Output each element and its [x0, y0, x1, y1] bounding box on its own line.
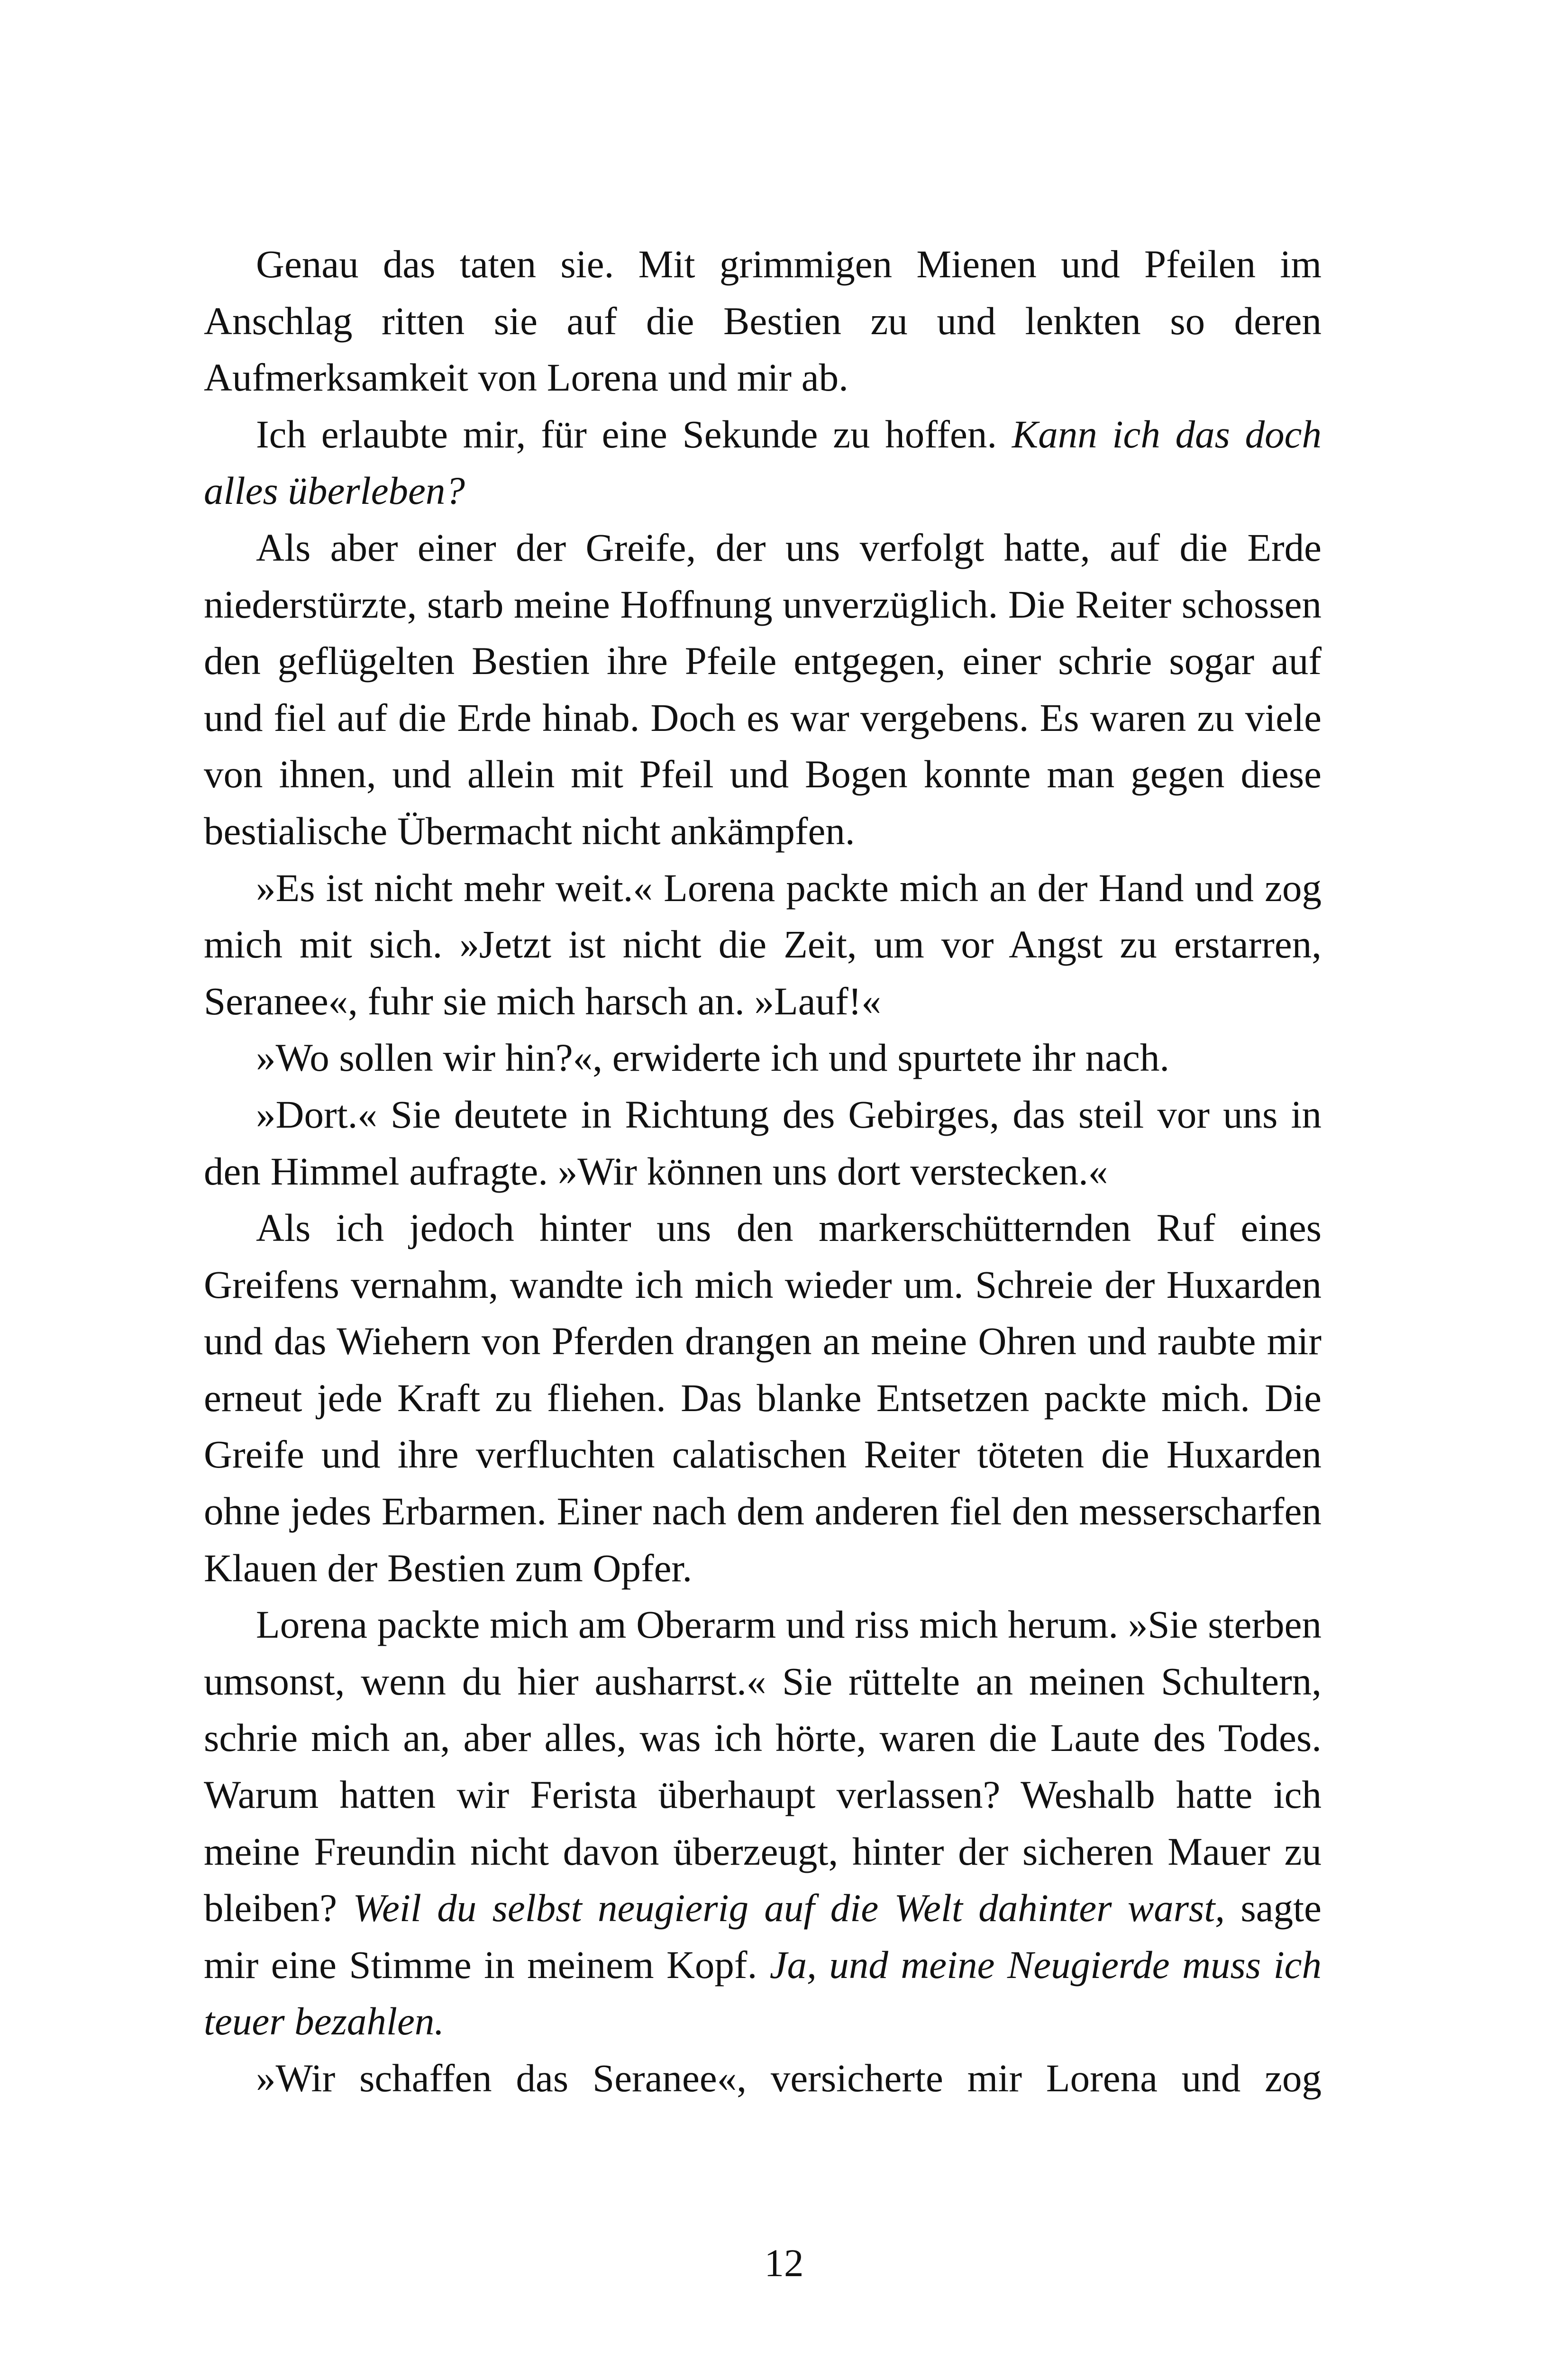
text-segment: sagte mir eine Stimme in meinem Kopf.: [204, 1886, 1322, 1987]
text-segment: Als ich jedoch hinter uns den markerschütternden Ruf eines Greifens vernahm, wandte ich mich wieder um. Schreie der Huxarden und das Wiehern von Pferden drangen an meine Ohren und raubte mir erneut jede Kraft zu fliehen. Das blanke Entsetzen packte mich. Die Greife und ihre verfluchten calatischen Reiter töteten die Huxarden ohne jedes Erbarmen. Einer nach dem anderen fiel den messerscharfen Klauen der Bestien zum Opfer.: [204, 1206, 1322, 1590]
paragraph: [204, 2050, 1322, 2107]
paragraph: [204, 860, 1322, 1030]
italic-thought: Weil du selbst neugierig auf die Welt dahinter warst,: [353, 1886, 1225, 1930]
text-segment: Genau das taten sie. Mit grimmigen Mienen und Pfeilen im Anschlag ritten sie auf die Bestien zu und lenkten so deren Aufmerksamkeit von Lorena und mir ab.: [204, 242, 1322, 400]
italic-thought: Kann ich das doch alles überleben?: [204, 412, 1322, 513]
text-segment: »Wo sollen wir hin?«, erwiderte ich und spurtete ihr nach.: [256, 1036, 1170, 1080]
paragraph: [204, 1030, 1322, 1086]
body-text: [204, 236, 1322, 2107]
paragraph: [204, 236, 1322, 406]
page-number: 12: [764, 2241, 804, 2285]
paragraph: [204, 1596, 1322, 2050]
paragraph: [204, 1200, 1322, 1596]
text-segment: »Dort.« Sie deutete in Richtung des Gebirges, das steil vor uns in den Himmel aufragte. »Wir können uns dort verstecken.«: [204, 1092, 1322, 1193]
text-segment: Lorena packte mich am Oberarm und riss mich herum. »Sie sterben umsonst, wenn du hier ausharrst.« Sie rüttelte an meinen Schultern, schrie mich an, aber alles, was ich hörte, waren die Laute des Todes. Warum hatten wir Ferista überhaupt verlassen? Weshalb hatte ich meine Freundin nicht davon überzeugt, hinter der sicheren Mauer zu bleiben?: [204, 1603, 1322, 1930]
text-segment: »Es ist nicht mehr weit.« Lorena packte mich an der Hand und zog mich mit sich. »Jetzt ist nicht die Zeit, um vor Angst zu erstarren, Seranee«, fuhr sie mich harsch an. »Lauf!«: [204, 866, 1322, 1023]
text-segment: Als aber einer der Greife, der uns verfolgt hatte, auf die Erde niederstürzte, starb meine Hoffnung unverzüglich. Die Reiter schossen den geflügelten Bestien ihre Pfeile entgegen, einer schrie sogar auf und fiel auf die Erde hinab. Doch es war vergebens. Es waren zu viele von ihnen, und allein mit Pfeil und Bogen konnte man gegen diese bestialische Übermacht nicht ankämpfen.: [204, 525, 1322, 853]
paragraph: [204, 1086, 1322, 1200]
text-segment: Ich erlaubte mir, für eine Sekunde zu hoffen.: [256, 412, 1012, 456]
text-segment: »Wir schaffen das Seranee«, versicherte mir Lorena und zog: [256, 2056, 1322, 2100]
italic-thought: Ja, und meine Neugierde muss ich teuer bezahlen.: [204, 1942, 1322, 2043]
paragraph: [204, 406, 1322, 520]
paragraph: [204, 520, 1322, 860]
